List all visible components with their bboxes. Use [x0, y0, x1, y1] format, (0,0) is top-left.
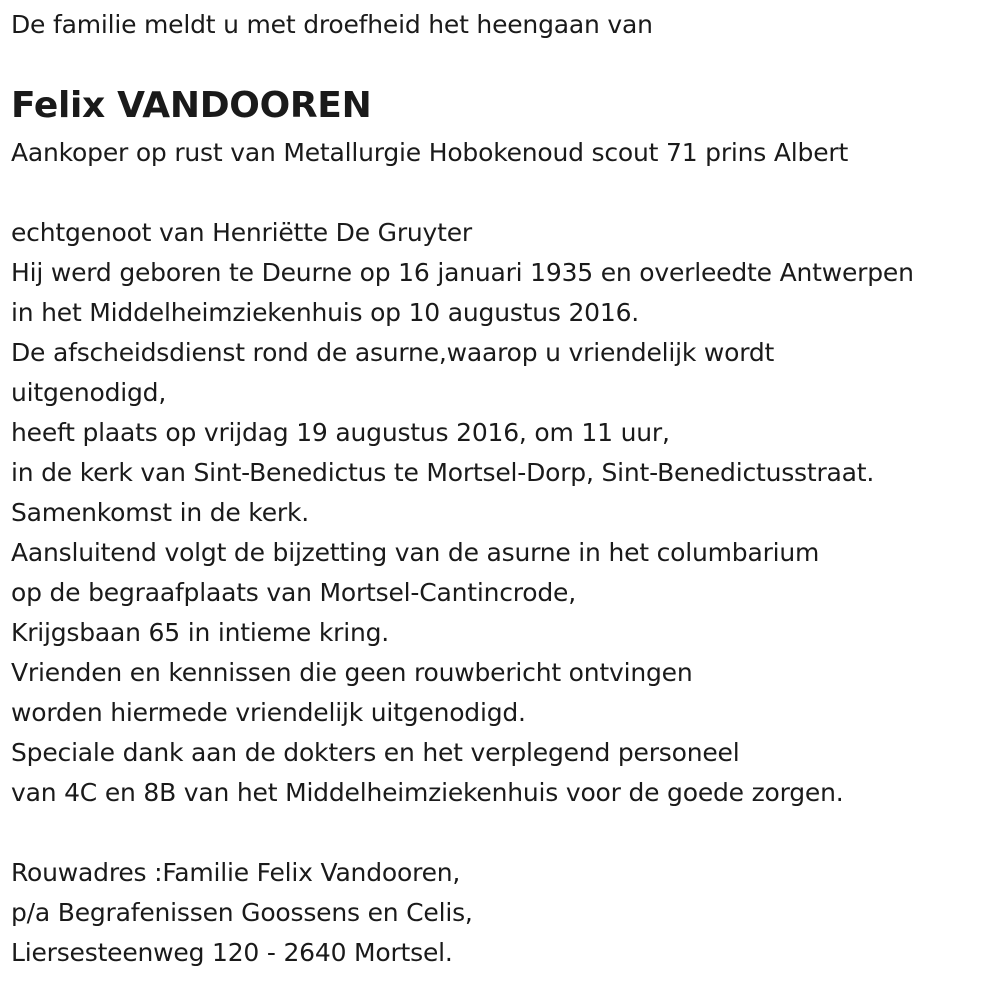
body-line: worden hiermede vriendelijk uitgenodigd.: [11, 698, 526, 727]
body-line: echtgenoot van Henriëtte De Gruyter: [11, 218, 473, 247]
body-line: De afscheidsdienst rond de asurne,waarop u vriendelijk wordt: [11, 338, 775, 367]
body-line: op de begraafplaats van Mortsel-Cantincrode,: [11, 578, 576, 607]
body-line: uitgenodigd,: [11, 378, 167, 407]
body-line: heeft plaats op vrijdag 19 augustus 2016, om 11 uur,: [11, 418, 670, 447]
mourning-address: [11, 853, 473, 973]
body-line: Hij werd geboren te Deurne op 16 januari 1935 en overleedte Antwerpen: [11, 258, 914, 287]
notice-body: [11, 213, 914, 813]
address-line: p/a Begrafenissen Goossens en Celis,: [11, 898, 473, 927]
body-line: Samenkomst in de kerk.: [11, 498, 309, 527]
address-line: Liersesteenweg 120 - 2640 Mortsel.: [11, 938, 453, 967]
body-line: van 4C en 8B van het Middelheimziekenhuis voor de goede zorgen.: [11, 778, 844, 807]
occupation-text: Aankoper op rust van Metallurgie Hobokenoud scout 71 prins Albert: [11, 138, 849, 167]
body-line: Vrienden en kennissen die geen rouwbericht ontvingen: [11, 658, 693, 687]
body-line: Aansluitend volgt de bijzetting van de asurne in het columbarium: [11, 538, 820, 567]
deceased-name: Felix VANDOOREN: [11, 85, 372, 126]
address-line: Rouwadres :Familie Felix Vandooren,: [11, 858, 461, 887]
body-line: in de kerk van Sint-Benedictus te Mortsel-Dorp, Sint-Benedictusstraat.: [11, 458, 875, 487]
body-line: Krijgsbaan 65 in intieme kring.: [11, 618, 390, 647]
body-line: in het Middelheimziekenhuis op 10 augustus 2016.: [11, 298, 640, 327]
body-line: Speciale dank aan de dokters en het verplegend personeel: [11, 738, 740, 767]
intro-text: De familie meldt u met droefheid het heengaan van: [11, 10, 653, 39]
